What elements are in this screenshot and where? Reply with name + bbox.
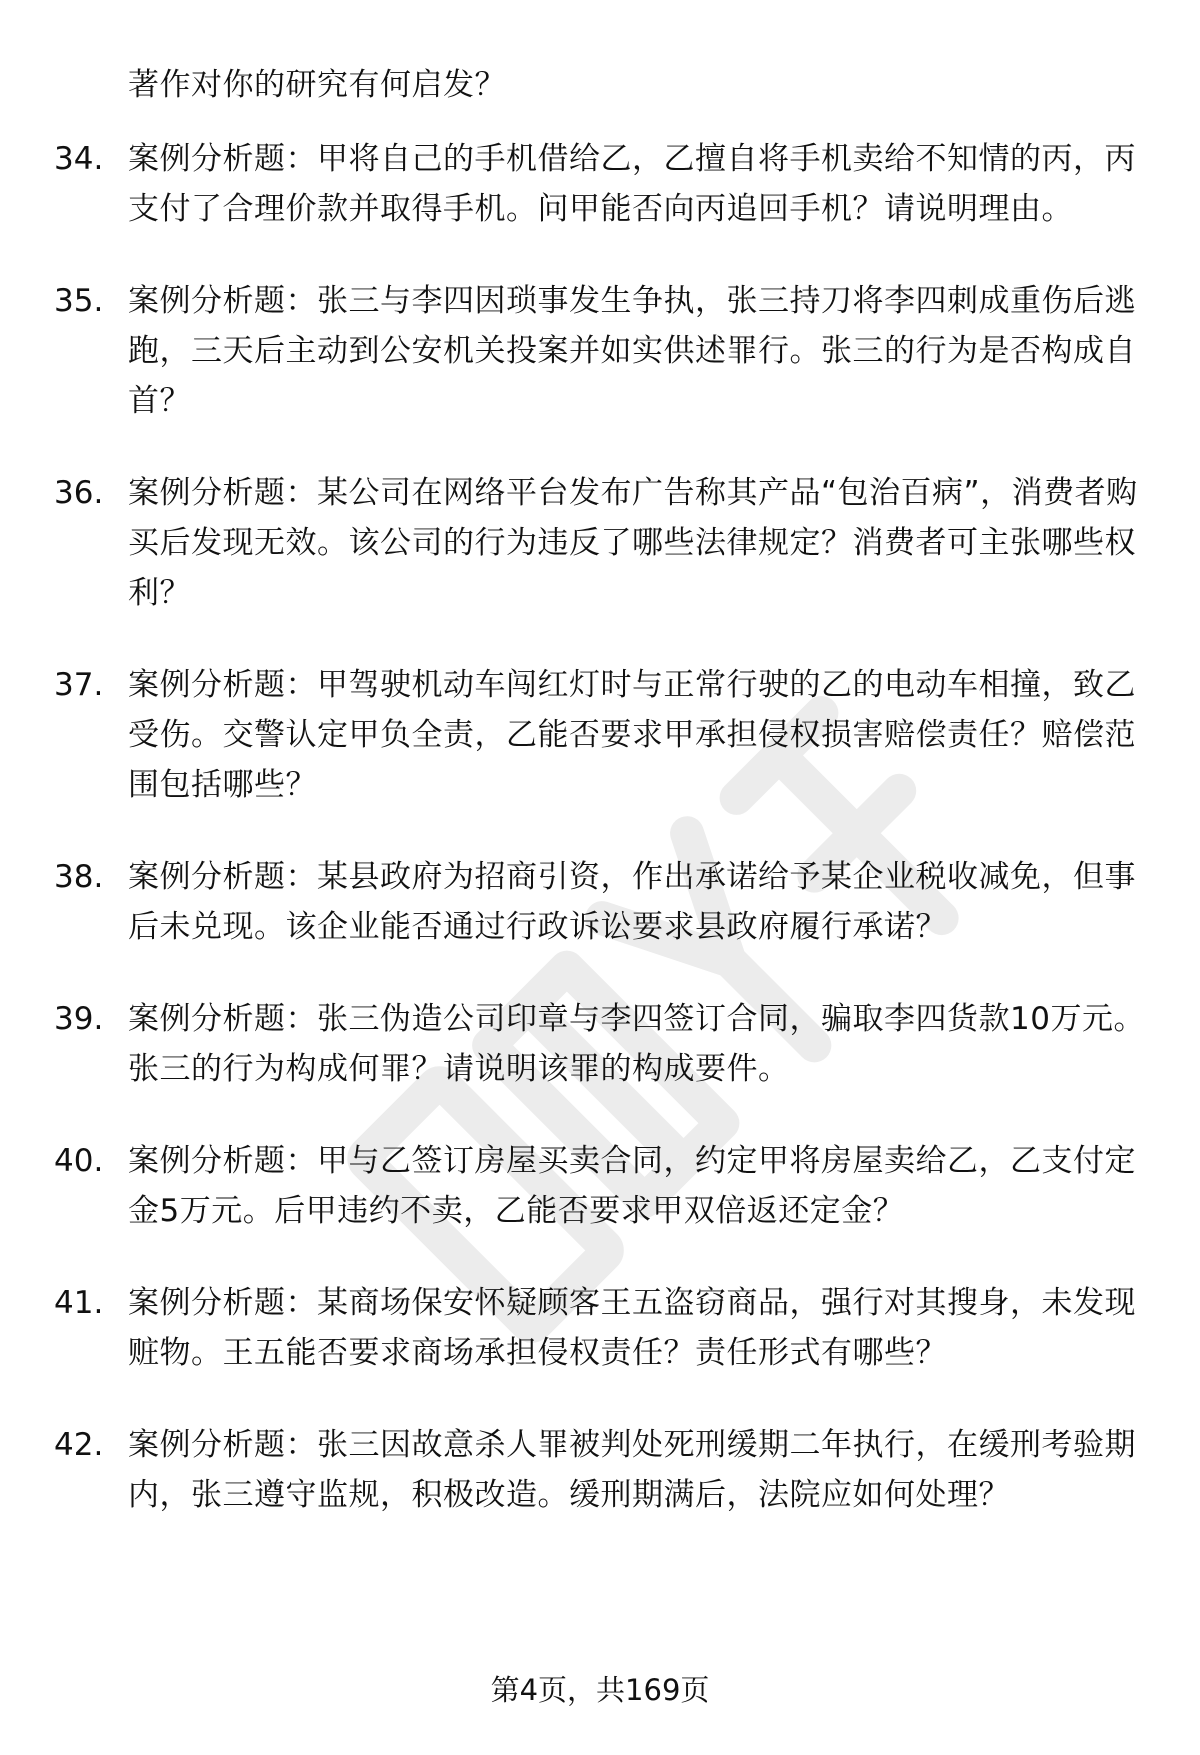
question-number: 42. [54,1427,104,1463]
question-number: 35. [54,283,104,319]
question-number: 38. [54,859,104,895]
question-number: 40. [54,1143,104,1179]
page-footer: 第4页，共169页 [490,1673,710,1707]
question-item [0,660,1200,810]
question-number: 36. [54,475,104,511]
question-number: 39. [54,1001,104,1037]
question-item [0,134,1200,234]
question-number: 34. [54,141,104,177]
question-text: 案例分析题：张三因故意杀人罪被判处死刑缓期二年执行，在缓刑考验期内，张三遵守监规，积极改造。缓刑期满后，法院应如何处理？ [128,1427,1136,1513]
question-item [0,994,1200,1094]
question-text: 案例分析题：甲将自己的手机借给乙，乙擅自将手机卖给不知情的丙，丙支付了合理价款并取得手机。问甲能否向丙追回手机？请说明理由。 [128,141,1136,227]
question-text: 案例分析题：甲驾驶机动车闯红灯时与正常行驶的乙的电动车相撞，致乙受伤。交警认定甲负全责，乙能否要求甲承担侵权损害赔偿责任？赔偿范围包括哪些？ [128,667,1136,803]
question-item [0,852,1200,952]
question-item [0,1278,1200,1378]
question-number: 41. [54,1285,104,1321]
continuation-line: 著作对你的研究有何启发？ [128,67,506,103]
question-text: 案例分析题：某公司在网络平台发布广告称其产品“包治百病”，消费者购买后发现无效。该公司的行为违反了哪些法律规定？消费者可主张哪些权利？ [128,475,1138,611]
question-number: 37. [54,667,104,703]
question-item [0,276,1200,426]
question-item [0,1420,1200,1520]
question-list [0,134,1200,1520]
question-text: 案例分析题：某县政府为招商引资，作出承诺给予某企业税收减免，但事后未兑现。该企业能否通过行政诉讼要求县政府履行承诺？ [128,859,1136,945]
question-item [0,1136,1200,1236]
question-item [0,468,1200,618]
question-text: 案例分析题：张三与李四因琐事发生争执，张三持刀将李四刺成重伤后逃跑，三天后主动到公安机关投案并如实供述罪行。张三的行为是否构成自首？ [128,283,1136,419]
question-text: 案例分析题：某商场保安怀疑顾客王五盗窃商品，强行对其搜身，未发现赃物。王五能否要求商场承担侵权责任？责任形式有哪些？ [128,1285,1136,1371]
question-text: 案例分析题：甲与乙签订房屋买卖合同，约定甲将房屋卖给乙，乙支付定金5万元。后甲违约不卖，乙能否要求甲双倍返还定金？ [128,1143,1136,1229]
question-text: 案例分析题：张三伪造公司印章与李四签订合同，骗取李四货款10万元。张三的行为构成何罪？请说明该罪的构成要件。 [128,1001,1145,1087]
